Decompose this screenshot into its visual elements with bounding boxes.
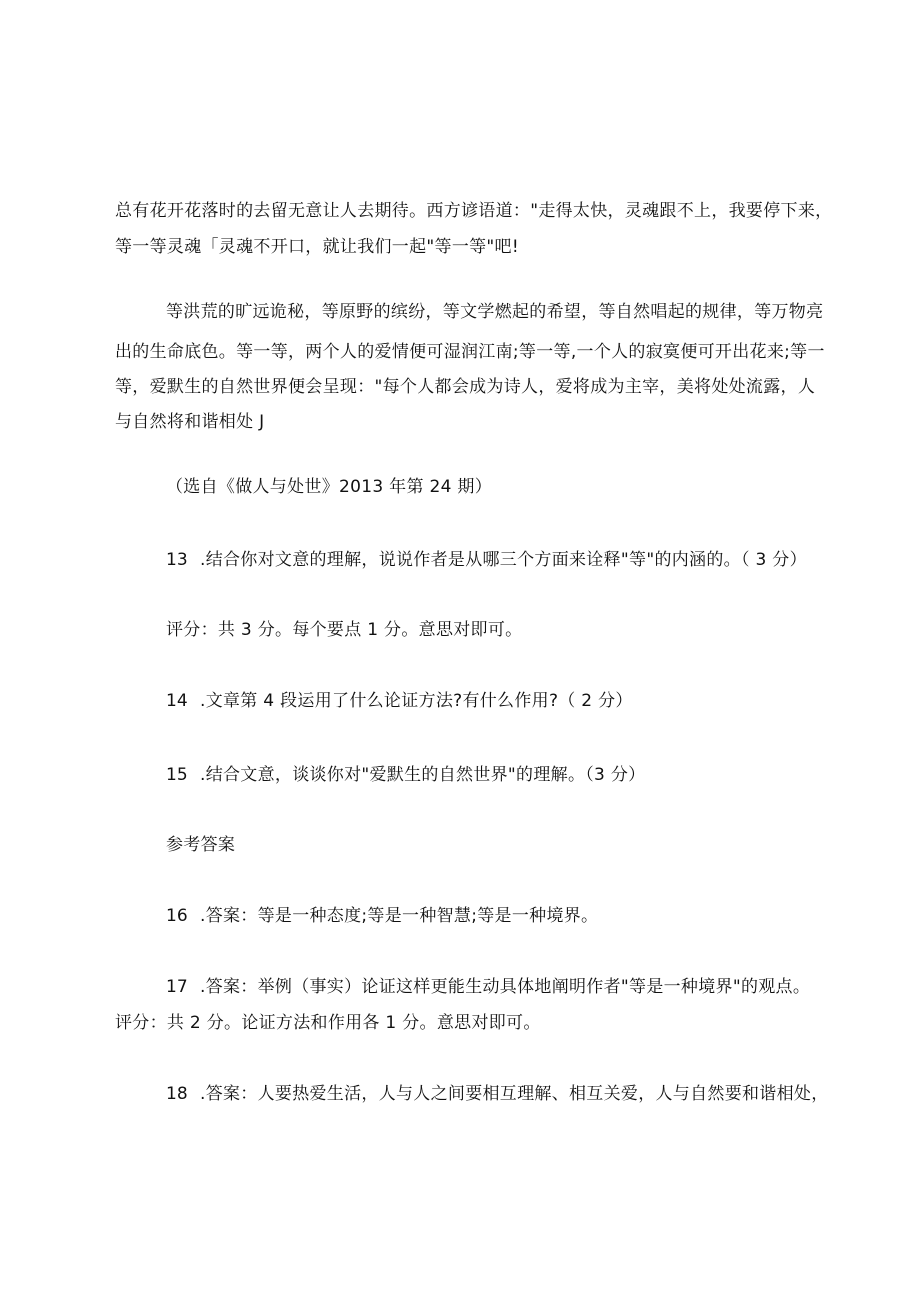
answer-number: 16: [166, 906, 188, 926]
answer-text: .答案：举例（事实）论证这样更能生动具体地阐明作者"等是一种境界"的观点。: [200, 977, 811, 997]
answer-number: 18: [166, 1084, 188, 1104]
source-citation: （选自《做人与处世》2013 年第 24 期）: [166, 477, 493, 497]
answer-continuation: 评分：共 2 分。论证方法和作用各 1 分。意思对即可。: [115, 1013, 541, 1033]
paragraph2-line4: 与自然将和谐相处 J: [115, 412, 265, 432]
answer-text: .答案：人要热爱生活，人与人之间要相互理解、相互关爱，人与自然要和谐相处，: [200, 1084, 829, 1104]
answer-text: .答案：等是一种态度;等是一种智慧;等是一种境界。: [200, 906, 599, 926]
paragraph1-line1: 总有花开花落时的去留无意让人去期待。西方谚语道："走得太快，灵魂跟不上，我要停下来，: [115, 201, 833, 221]
question-number: 13: [166, 550, 188, 570]
question-number: 15: [166, 765, 188, 785]
scoring-note: 评分：共 3 分。每个要点 1 分。意思对即可。: [166, 620, 523, 640]
paragraph2-line2: 出的生命底色。等一等，两个人的爱情便可湿润江南;等一等,一个人的寂寞便可开出花来;等一: [115, 342, 825, 362]
answers-heading: 参考答案: [166, 835, 236, 855]
question-text: .文章第 4 段运用了什么论证方法?有什么作用?（ 2 分）: [200, 691, 633, 711]
question-text: .结合你对文意的理解，说说作者是从哪三个方面来诠释"等"的内涵的。（ 3 分）: [200, 550, 807, 570]
question-text: .结合文意，谈谈你对"爱默生的自然世界"的理解。（3 分）: [200, 765, 646, 785]
paragraph1-line2: 等一等灵魂「灵魂不开口，就让我们一起"等一等"吧!: [115, 237, 519, 257]
answer-number: 17: [166, 977, 188, 997]
paragraph2-line1: 等洪荒的旷远诡秘，等原野的缤纷，等文学燃起的希望，等自然唱起的规律，等万物亮: [166, 302, 824, 322]
question-number: 14: [166, 691, 188, 711]
paragraph2-line3: 等，爱默生的自然世界便会呈现："每个人都会成为诗人，爱将成为主宰，美将处处流露，人: [115, 377, 816, 397]
